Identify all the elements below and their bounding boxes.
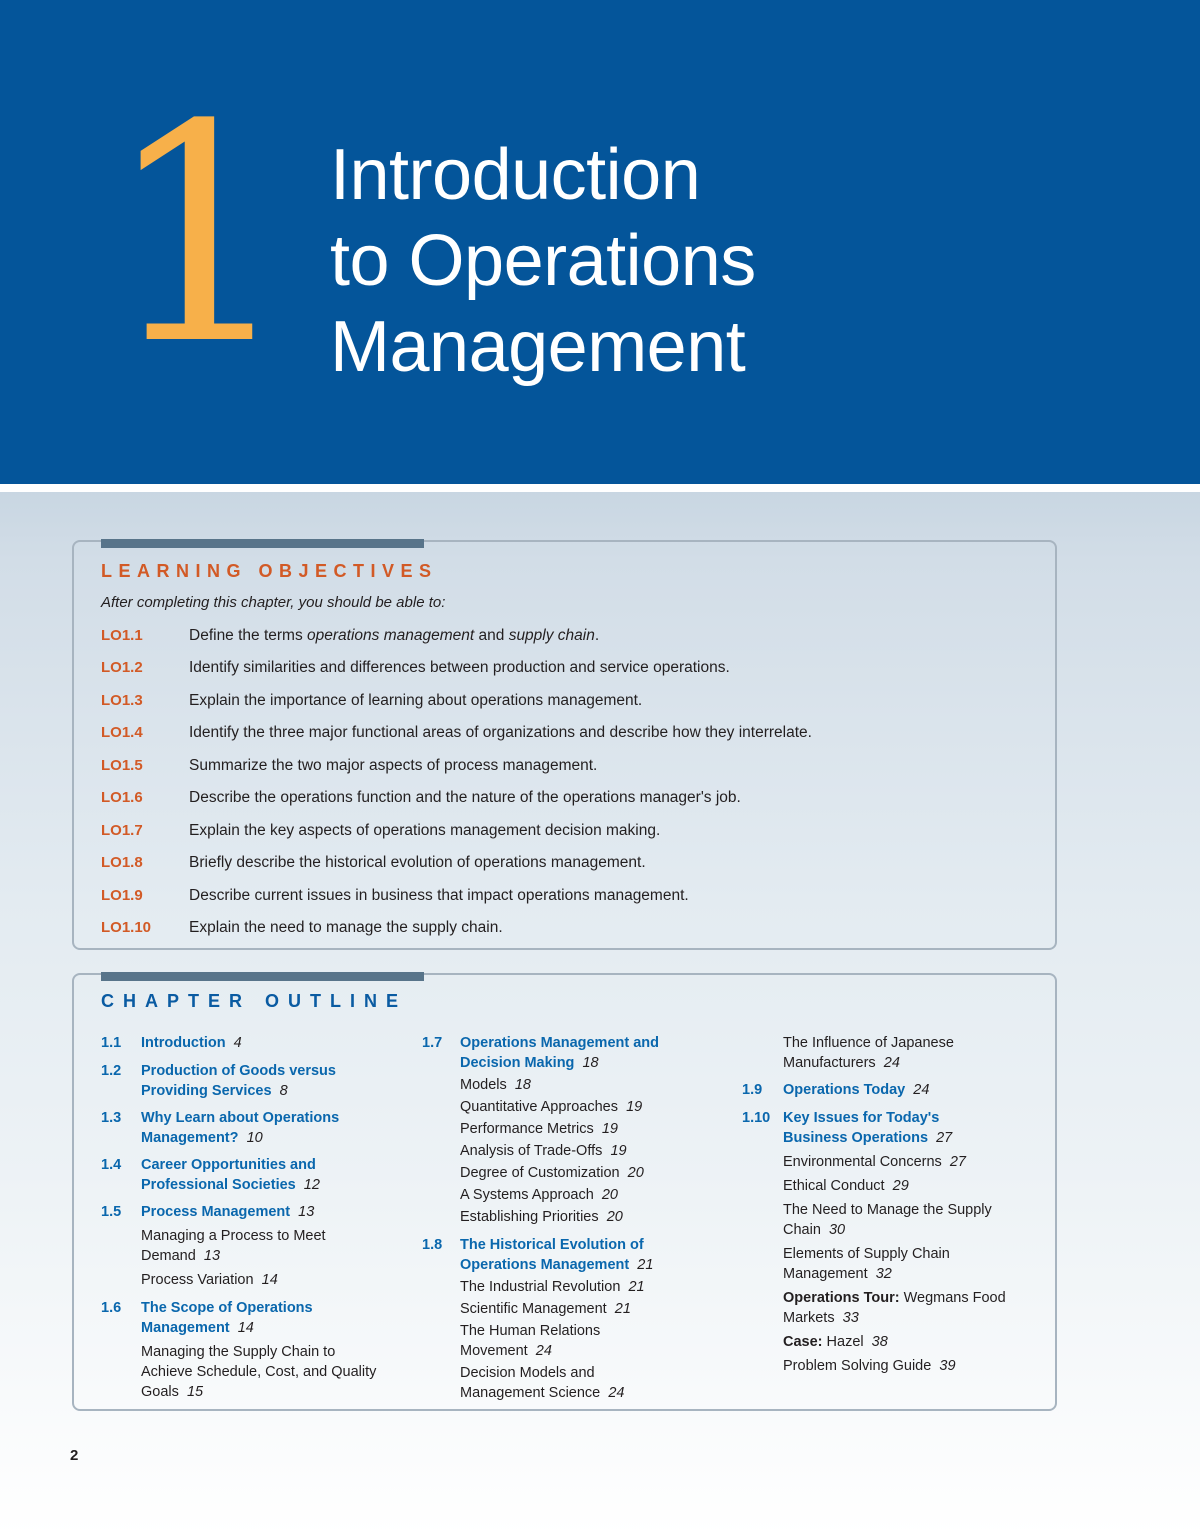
objective-code: LO1.4	[101, 724, 143, 741]
objective-code: LO1.1	[101, 627, 143, 644]
page-ref: 20	[627, 1165, 644, 1181]
section-title: The Historical Evolution of Operations Management	[460, 1237, 644, 1273]
section-number: 1.2	[101, 1063, 122, 1079]
subsection-title: Establishing Priorities	[460, 1209, 599, 1225]
section-number: 1.4	[101, 1157, 122, 1173]
section-number: 1.1	[101, 1035, 122, 1051]
outline-subsection[interactable]	[101, 1270, 401, 1290]
subsection-title: Quantitative Approaches	[460, 1099, 618, 1115]
outline-subsection[interactable]	[422, 1141, 732, 1161]
subsection-title: Analysis of Trade-Offs	[460, 1143, 603, 1159]
chapter-title-line: to Operations	[330, 221, 756, 301]
subsection-title: Performance Metrics	[460, 1121, 594, 1137]
objective-code: LO1.6	[101, 789, 143, 806]
section-title: Introduction	[141, 1035, 226, 1051]
objective-text: Describe the operations function and the nature of the operations manager's job.	[189, 789, 741, 806]
chapter-outline-panel	[72, 973, 1057, 1411]
section-number: 1.7	[422, 1035, 443, 1051]
page-ref: 21	[628, 1279, 645, 1295]
outline-section[interactable]	[101, 1033, 401, 1053]
subsection-title: The Industrial Revolution	[460, 1279, 621, 1295]
outline-subsection[interactable]	[101, 1226, 371, 1266]
outline-subsection[interactable]	[422, 1321, 632, 1361]
subsection-title: Models	[460, 1077, 507, 1093]
outline-section[interactable]	[101, 1061, 381, 1101]
section-title: Key Issues for Today's Business Operations	[783, 1110, 940, 1146]
section-number: 1.5	[101, 1204, 122, 1220]
objective-code: LO1.8	[101, 854, 143, 871]
outline-subsection[interactable]	[422, 1097, 732, 1117]
page-ref: 33	[842, 1310, 859, 1326]
page-ref: 27	[949, 1154, 966, 1170]
page-ref: 30	[828, 1222, 846, 1238]
objective-code: LO1.3	[101, 692, 143, 709]
section-number: 1.10	[742, 1110, 771, 1126]
outline-section[interactable]	[742, 1108, 992, 1148]
page-ref: 21	[637, 1257, 654, 1273]
section-title: Why Learn about Operations Management?	[141, 1110, 340, 1146]
chapter-title	[330, 132, 1170, 390]
outline-subsection[interactable]	[422, 1207, 732, 1227]
outline-section[interactable]	[742, 1080, 1042, 1100]
objective-code: LO1.10	[101, 919, 152, 936]
outline-subsection[interactable]	[742, 1152, 1042, 1172]
page-number: 2	[70, 1447, 79, 1464]
objective-text: Identify similarities and differences between production and service operations.	[189, 659, 730, 676]
objective-code: LO1.2	[101, 659, 143, 676]
section-number: 1.8	[422, 1237, 443, 1253]
objective-code: LO1.7	[101, 822, 143, 839]
outline-subsection[interactable]	[101, 1342, 381, 1402]
subsection-title: Process Variation	[141, 1272, 254, 1288]
page-ref: 18	[514, 1077, 531, 1093]
section-title: Operations Management and Decision Making	[460, 1035, 660, 1071]
subsection-title: The Influence of Japanese Manufacturers	[783, 1035, 954, 1071]
page-ref: 14	[237, 1320, 254, 1336]
page-ref: 13	[298, 1204, 315, 1220]
outline-subsection[interactable]	[422, 1299, 732, 1319]
subsection-title: Managing a Process to Meet Demand	[141, 1228, 326, 1264]
outline-subsection[interactable]	[422, 1119, 732, 1139]
page-ref: 19	[610, 1143, 627, 1159]
banner-divider	[0, 484, 1200, 492]
page-ref: 32	[875, 1266, 892, 1282]
outline-section[interactable]	[422, 1033, 682, 1073]
page-ref: 19	[626, 1099, 643, 1115]
objective-text: Explain the key aspects of operations management decision making.	[189, 822, 661, 839]
section-number: 1.9	[742, 1082, 763, 1098]
page-ref: 19	[601, 1121, 618, 1137]
operations-tour: Operations Tour: Wegmans Food Markets	[783, 1290, 1006, 1326]
page-ref: 14	[261, 1272, 278, 1288]
subsection-title: The Need to Manage the Supply Chain	[783, 1202, 992, 1238]
section-number: 1.6	[101, 1300, 122, 1316]
page-ref: 8	[279, 1083, 288, 1099]
section-title: Process Management	[141, 1204, 291, 1220]
outline-subsection[interactable]	[422, 1185, 732, 1205]
outline-feature[interactable]	[742, 1288, 1042, 1328]
objective-code: LO1.9	[101, 887, 143, 904]
outline-feature[interactable]	[742, 1356, 1042, 1376]
chapter-outline-heading: CHAPTER OUTLINE	[101, 991, 407, 1011]
page-ref: 21	[614, 1301, 631, 1317]
objective-text: Explain the need to manage the supply chain.	[189, 919, 503, 936]
outline-subsection[interactable]	[422, 1363, 662, 1403]
page-ref: 15	[186, 1384, 204, 1400]
objective-text: Identify the three major functional areas of organizations and describe how they interrelate.	[189, 724, 812, 741]
objective-text: Summarize the two major aspects of process management.	[189, 757, 598, 774]
panel-tab-bar	[101, 539, 424, 548]
objective-text: Describe current issues in business that impact operations management.	[189, 887, 689, 904]
panel-tab-bar	[101, 972, 424, 981]
subsection-title: Degree of Customization	[460, 1165, 620, 1181]
subsection-title: A Systems Approach	[460, 1187, 594, 1203]
page-ref: 27	[936, 1130, 953, 1146]
page-ref: 24	[883, 1055, 900, 1071]
outline-section[interactable]	[101, 1155, 371, 1195]
page-ref: 13	[203, 1248, 221, 1264]
outline-section[interactable]	[101, 1108, 391, 1148]
subsection-title: Ethical Conduct	[783, 1178, 885, 1194]
page-ref: 12	[303, 1177, 320, 1193]
outline-subsection[interactable]	[422, 1075, 732, 1095]
outline-subsection[interactable]	[422, 1277, 732, 1297]
section-title: Career Opportunities and Professional Societies	[141, 1157, 316, 1193]
page-ref: 29	[892, 1178, 909, 1194]
problem-solving-guide: Problem Solving Guide	[783, 1358, 932, 1374]
page-ref: 24	[913, 1082, 930, 1098]
outline-column-2	[422, 1033, 732, 1403]
subsection-title: Decision Models and Management Science	[460, 1365, 601, 1401]
page-ref: 38	[871, 1334, 888, 1350]
section-title: Production of Goods versus Providing Services	[141, 1063, 336, 1099]
outline-section[interactable]	[422, 1235, 692, 1275]
page-ref: 4	[233, 1035, 242, 1051]
outline-column-1	[101, 1033, 401, 1402]
page-ref: 20	[601, 1187, 618, 1203]
outline-subsection[interactable]	[742, 1033, 992, 1073]
subsection-title: Managing the Supply Chain to Achieve Schedule, Cost, and Quality Goals	[141, 1344, 377, 1400]
page-ref: 10	[246, 1130, 263, 1146]
section-title: The Scope of Operations Management	[141, 1300, 313, 1336]
outline-feature[interactable]	[742, 1332, 1042, 1352]
page-ref: 24	[608, 1385, 625, 1401]
subsection-title: Scientific Management	[460, 1301, 607, 1317]
section-number: 1.3	[101, 1110, 122, 1126]
subsection-title: The Human Relations Movement	[460, 1323, 601, 1359]
page-ref: 18	[582, 1055, 599, 1071]
learning-objectives-heading: LEARNING OBJECTIVES	[101, 561, 438, 581]
objective-code: LO1.5	[101, 757, 143, 774]
chapter-title-line: Management	[330, 307, 746, 387]
outline-section[interactable]	[101, 1202, 401, 1222]
section-title: Operations Today	[783, 1082, 906, 1098]
outline-subsection[interactable]	[422, 1163, 732, 1183]
outline-section[interactable]	[101, 1298, 361, 1338]
outline-column-3	[742, 1033, 1042, 1376]
objective-text: Explain the importance of learning about operations management.	[189, 692, 643, 709]
outline-subsection[interactable]	[742, 1244, 1002, 1284]
chapter-number: 1	[104, 61, 287, 410]
objective-text: Define the terms operations management and supply chain.	[189, 627, 600, 644]
objective-text: Briefly describe the historical evolution of operations management.	[189, 854, 646, 871]
outline-subsection[interactable]	[742, 1176, 1042, 1196]
learning-objectives-panel	[72, 540, 1057, 950]
learning-objectives-intro: After completing this chapter, you should be able to:	[101, 594, 446, 611]
subsection-title: Elements of Supply Chain Management	[783, 1246, 950, 1282]
subsection-title: Environmental Concerns	[783, 1154, 942, 1170]
outline-subsection[interactable]	[742, 1200, 1032, 1240]
case-study: Case: Hazel	[783, 1334, 864, 1350]
page-ref: 39	[939, 1358, 956, 1374]
page-ref: 24	[535, 1343, 552, 1359]
page-ref: 20	[606, 1209, 623, 1225]
chapter-title-line: Introduction	[330, 135, 701, 215]
